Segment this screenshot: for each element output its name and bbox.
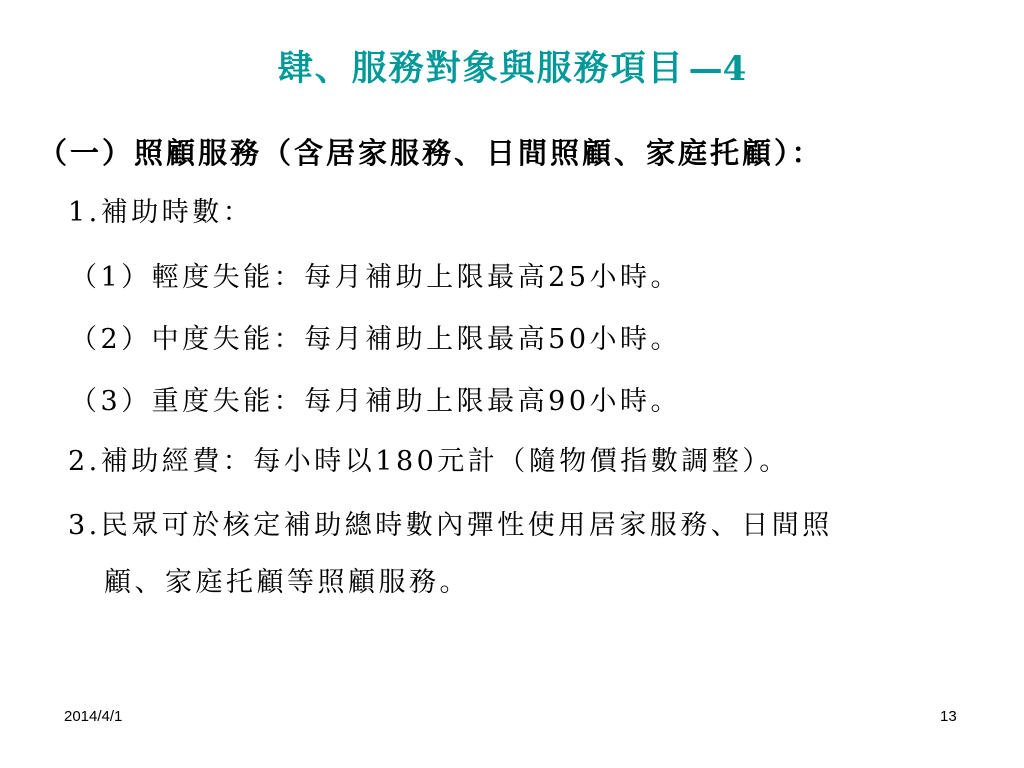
- slide-title-text: 肆、服務對象與服務項目: [277, 48, 685, 89]
- footer-page-number: 13: [940, 708, 957, 725]
- item-severe-disability: （3）重度失能：每月補助上限最高90小時。: [70, 386, 682, 417]
- slide-title: [0, 44, 1024, 94]
- item-mild-disability: （1）輕度失能：每月補助上限最高25小時。: [70, 262, 682, 293]
- item-subsidy-hours-label: 1.補助時數：: [68, 197, 254, 228]
- slide-title-suffix: —4: [688, 49, 747, 89]
- footer-date: 2014/4/1: [64, 708, 123, 725]
- item-moderate-disability: （2）中度失能：每月補助上限最高50小時。: [70, 324, 682, 355]
- item-flexible-use-line2: 顧、家庭托顧等照顧服務。: [104, 567, 470, 598]
- item-subsidy-funds: 2.補助經費：每小時以180元計（隨物價指數調整）。: [68, 446, 790, 477]
- item-flexible-use-line1: 3.民眾可於核定補助總時數內彈性使用居家服務、日間照: [68, 510, 833, 541]
- section-heading: （一）照顧服務（含居家服務、日間照顧、家庭托顧）：: [38, 136, 824, 170]
